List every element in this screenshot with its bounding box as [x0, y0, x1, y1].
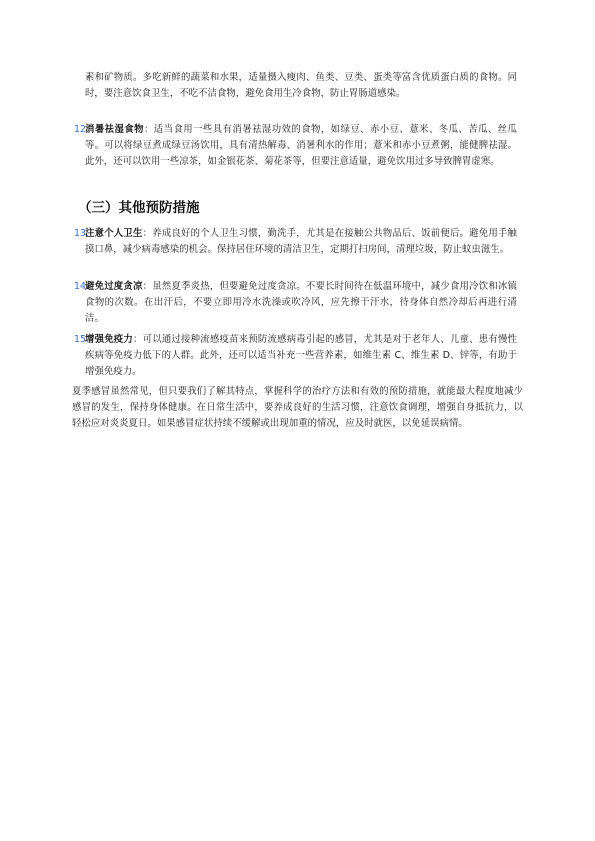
- list-item-12-separator: ：: [143, 124, 154, 135]
- intro-continued-paragraph: 素和矿物质。多吃新鲜的蔬菜和水果，适量摄入瘦肉、鱼类、豆类、蛋类等富含优质蛋白质的食物。同时，要注意饮食卫生，不吃不洁食物，避免食用生冷食物，防止胃肠道感染。: [85, 72, 517, 100]
- list-item-13-term: 注意个人卫生: [85, 228, 143, 239]
- list-item-15: [85, 332, 517, 381]
- list-item-15-term: 增强免疫力: [85, 334, 134, 345]
- list-item-14-term: 避免过度贪凉: [85, 281, 143, 292]
- list-item-15-text: 可以通过接种流感疫苗来预防流感病毒引起的感冒，尤其是对于老年人、儿童、患有慢性疾病等免疫力低下的人群。此外，还可以适当补充一些营养素，如维生素 C、维生素 D、锌等，有助于增强免疫力。: [85, 334, 517, 378]
- section-heading: （三）其他预防措施: [78, 200, 200, 216]
- list-number-12: 12.: [74, 124, 89, 135]
- list-item-14-text: 虽然夏季炎热，但要避免过度贪凉。不要长时间待在低温环境中，减少食用冷饮和冰镇食物的次数。在出汗后，不要立即用冷水洗澡或吹冷风，应先擦干汗水，待身体自然冷却后再进行清洁。: [85, 281, 517, 325]
- list-item-12: [85, 122, 517, 171]
- list-number-14: 14.: [74, 281, 89, 292]
- list-item-14-separator: ：: [142, 281, 153, 292]
- list-number-15: 15.: [74, 334, 89, 345]
- list-item-13-text: 养成良好的个人卫生习惯，勤洗手，尤其是在接触公共物品后、饭前便后。避免用手触摸口鼻，减少病毒感染的机会。保持居住环境的清洁卫生，定期打扫房间，清理垃圾，防止蚊虫滋生。: [85, 228, 517, 256]
- conclusion-paragraph: 夏季感冒虽然常见，但只要我们了解其特点，掌握科学的治疗方法和有效的预防措施，就能最大程度地减少感冒的发生，保持身体健康。在日常生活中，要养成良好的生活习惯，注意饮食调理，增强自身抵抗力，以轻松应对炎炎夏日。如果感冒症状持续不缓解或出现加重的情况，应及时就医，以免延误病情。: [72, 386, 523, 430]
- list-item-15-separator: ：: [133, 334, 143, 345]
- list-item-14: [85, 279, 517, 328]
- list-item-12-text: 适当食用一些具有消暑祛湿功效的食物，如绿豆、赤小豆、薏米、冬瓜、苦瓜、丝瓜等。可以将绿豆煮成绿豆汤饮用，具有清热解毒、消暑利水的作用；薏米和赤小豆煮粥，能健脾祛湿。此外，还可以饮用一些凉茶，如金银花茶、菊花茶等，但要注意适量，避免饮用过多导致脾胃虚寒。: [85, 124, 517, 168]
- list-number-13: 13.: [74, 228, 89, 239]
- list-item-13-separator: ：: [142, 228, 153, 239]
- list-item-12-term: 消暑祛湿食物: [85, 124, 144, 135]
- list-item-13: [85, 226, 517, 258]
